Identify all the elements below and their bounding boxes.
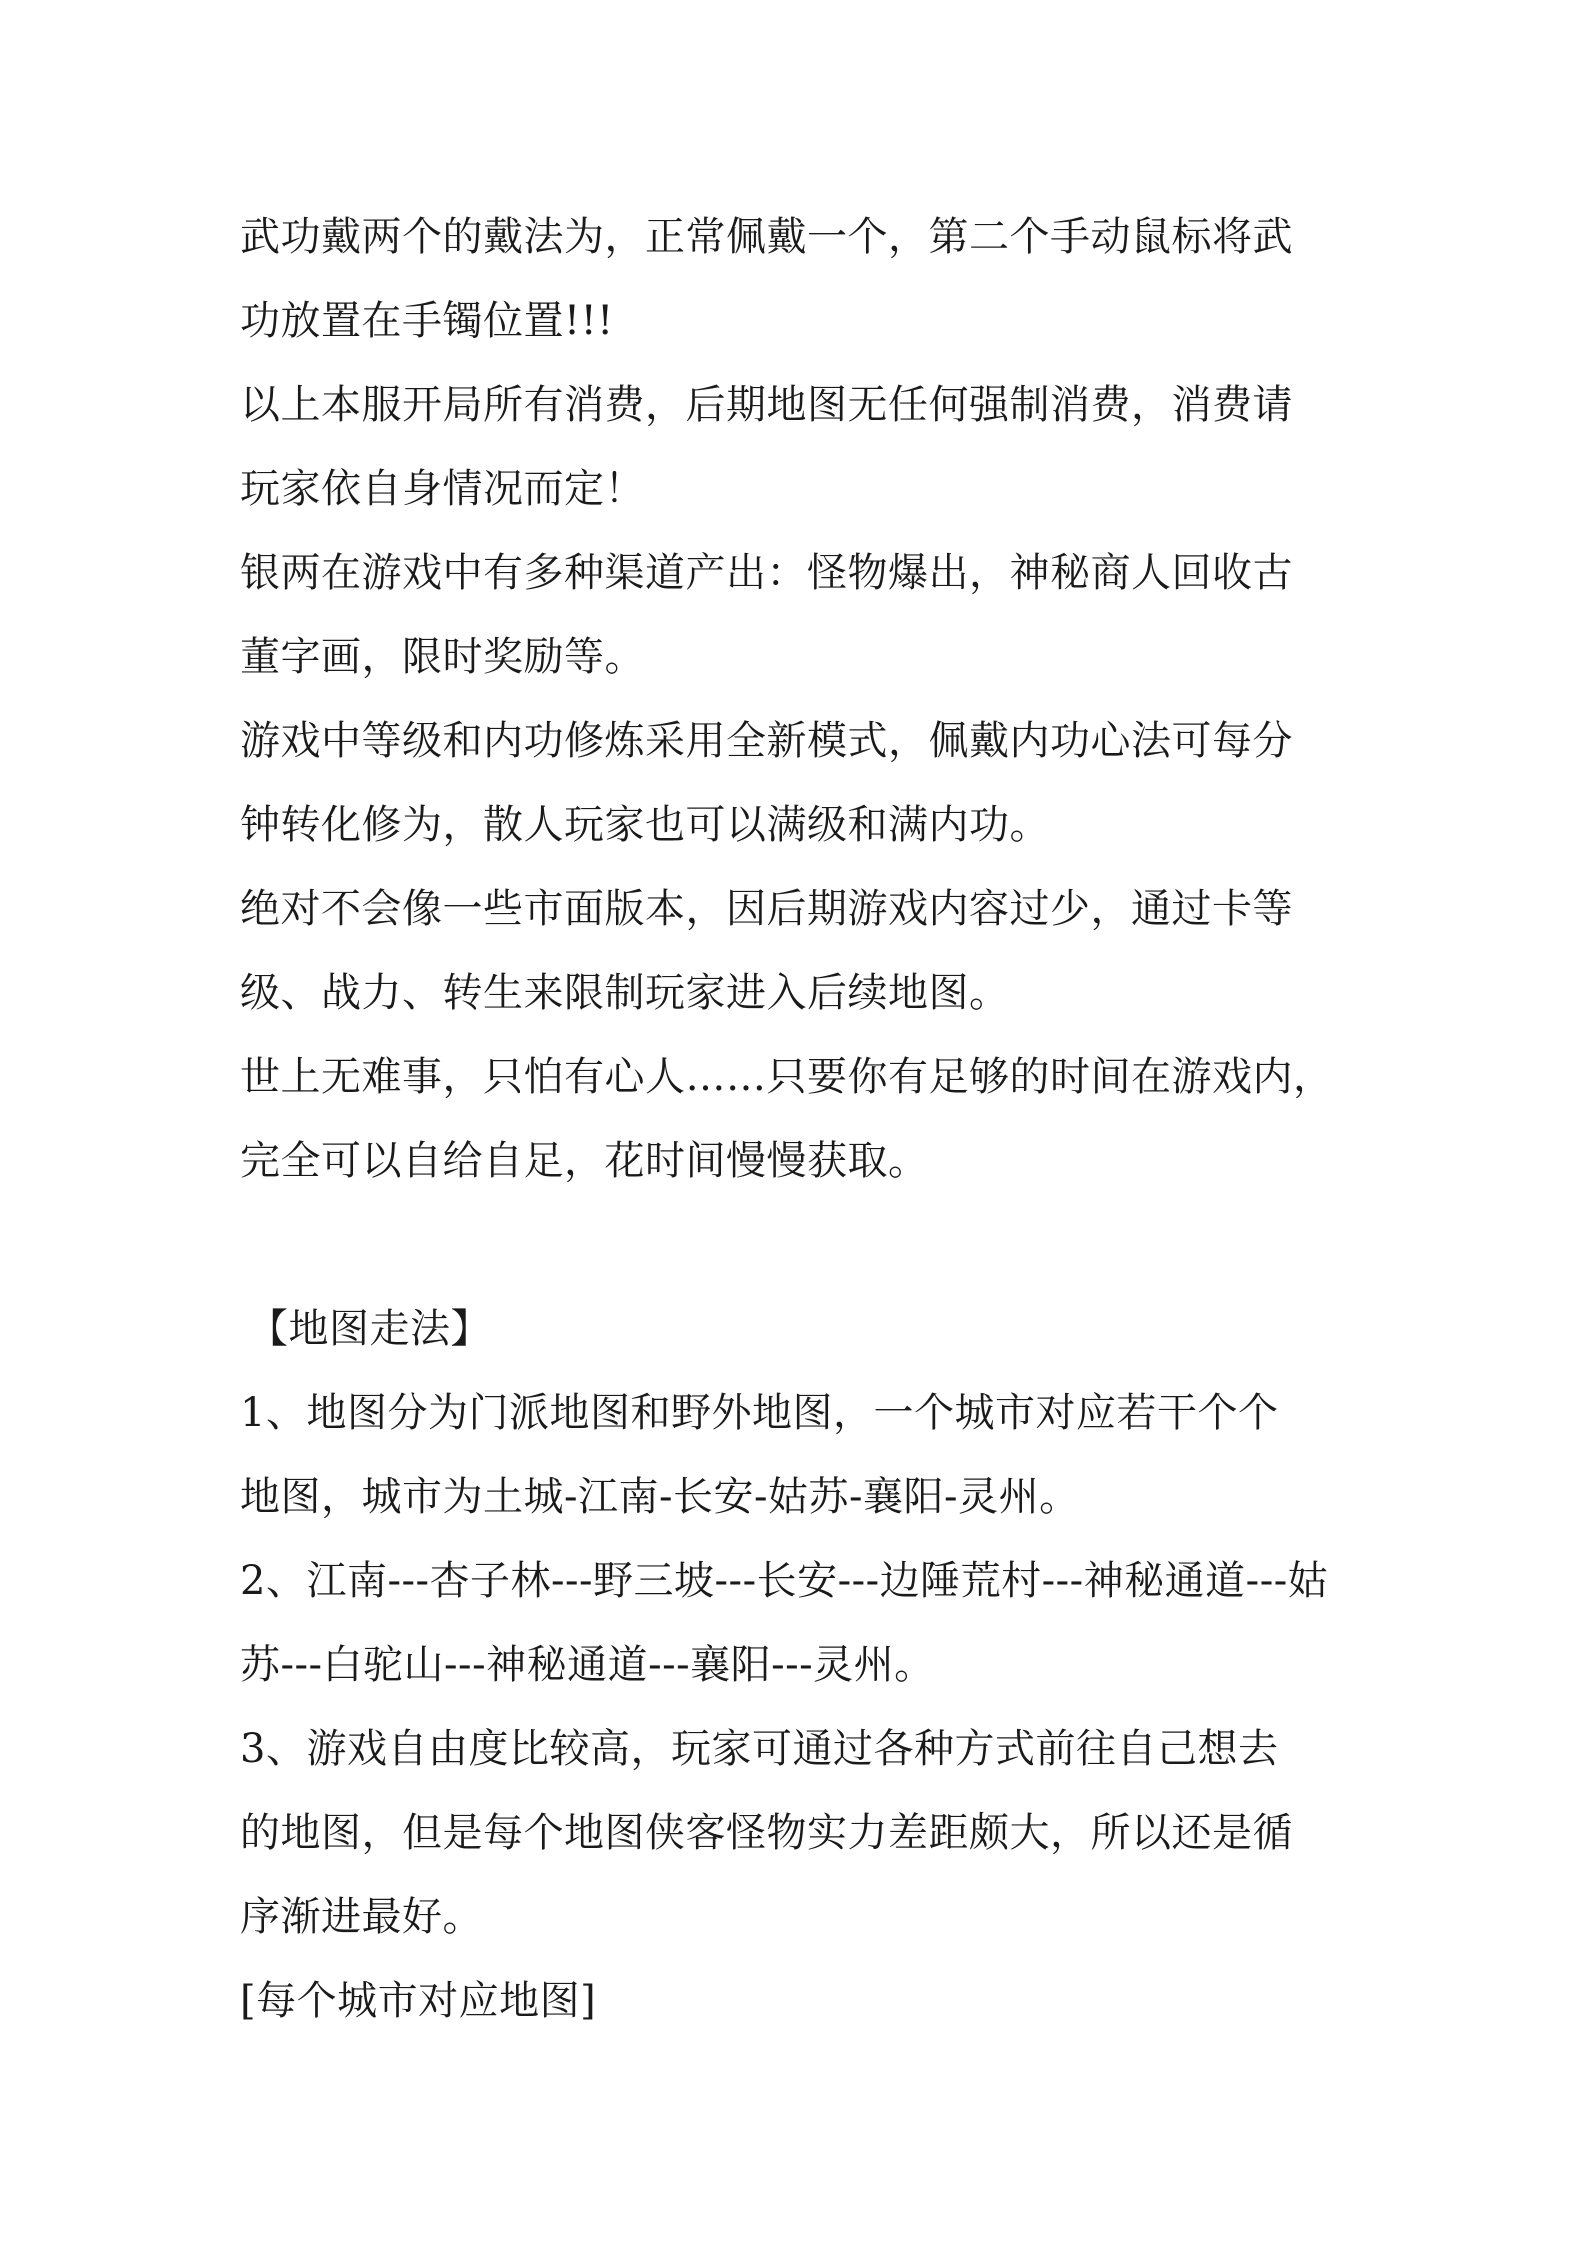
text-line: 级、战力、转生来限制玩家进入后续地图。 <box>240 970 1010 1016</box>
text-line: 3、游戏自由度比较高，玩家可通过各种方式前往自己想去 <box>240 1726 1279 1772</box>
text-line: 苏---白驼山---神秘通道---襄阳---灵州。 <box>240 1642 935 1688</box>
text-line: 董字画，限时奖励等。 <box>240 634 645 680</box>
text-line: 钟转化修为，散人玩家也可以满级和满内功。 <box>240 802 1050 848</box>
section-heading: 【地图走法】 <box>248 1306 491 1352</box>
text-line: 绝对不会像一些市面版本，因后期游戏内容过少，通过卡等 <box>240 886 1293 932</box>
text-line: 1、地图分为门派地图和野外地图，一个城市对应若干个个 <box>240 1390 1279 1436</box>
text-line: 完全可以自给自足，花时间慢慢获取。 <box>240 1138 929 1184</box>
text-line: 世上无难事，只怕有心人……只要你有足够的时间在游戏内， <box>240 1054 1334 1100</box>
text-line: 功放置在手镯位置!!! <box>240 298 614 344</box>
text-line: 玩家依自身情况而定！ <box>240 466 645 512</box>
subsection-heading: [每个城市对应地图] <box>240 1978 597 2024</box>
text-line: 地图，城市为土城-江南-长安-姑苏-襄阳-灵州。 <box>240 1474 1080 1520</box>
paragraph-gap <box>240 1203 1400 1287</box>
text-line: 游戏中等级和内功修炼采用全新模式，佩戴内功心法可每分 <box>240 718 1293 764</box>
text-line: 银两在游戏中有多种渠道产出：怪物爆出，神秘商人回收古 <box>240 550 1293 596</box>
text-line: 序渐进最好。 <box>240 1894 483 1940</box>
document-body <box>240 195 1400 2043</box>
text-line: 以上本服开局所有消费，后期地图无任何强制消费，消费请 <box>240 382 1293 428</box>
text-line: 的地图，但是每个地图侠客怪物实力差距颇大，所以还是循 <box>240 1810 1293 1856</box>
text-line: 武功戴两个的戴法为，正常佩戴一个，第二个手动鼠标将武 <box>240 214 1293 260</box>
text-line: 2、江南---杏子林---野三坡---长安---边陲荒村---神秘通道---姑 <box>240 1558 1329 1604</box>
